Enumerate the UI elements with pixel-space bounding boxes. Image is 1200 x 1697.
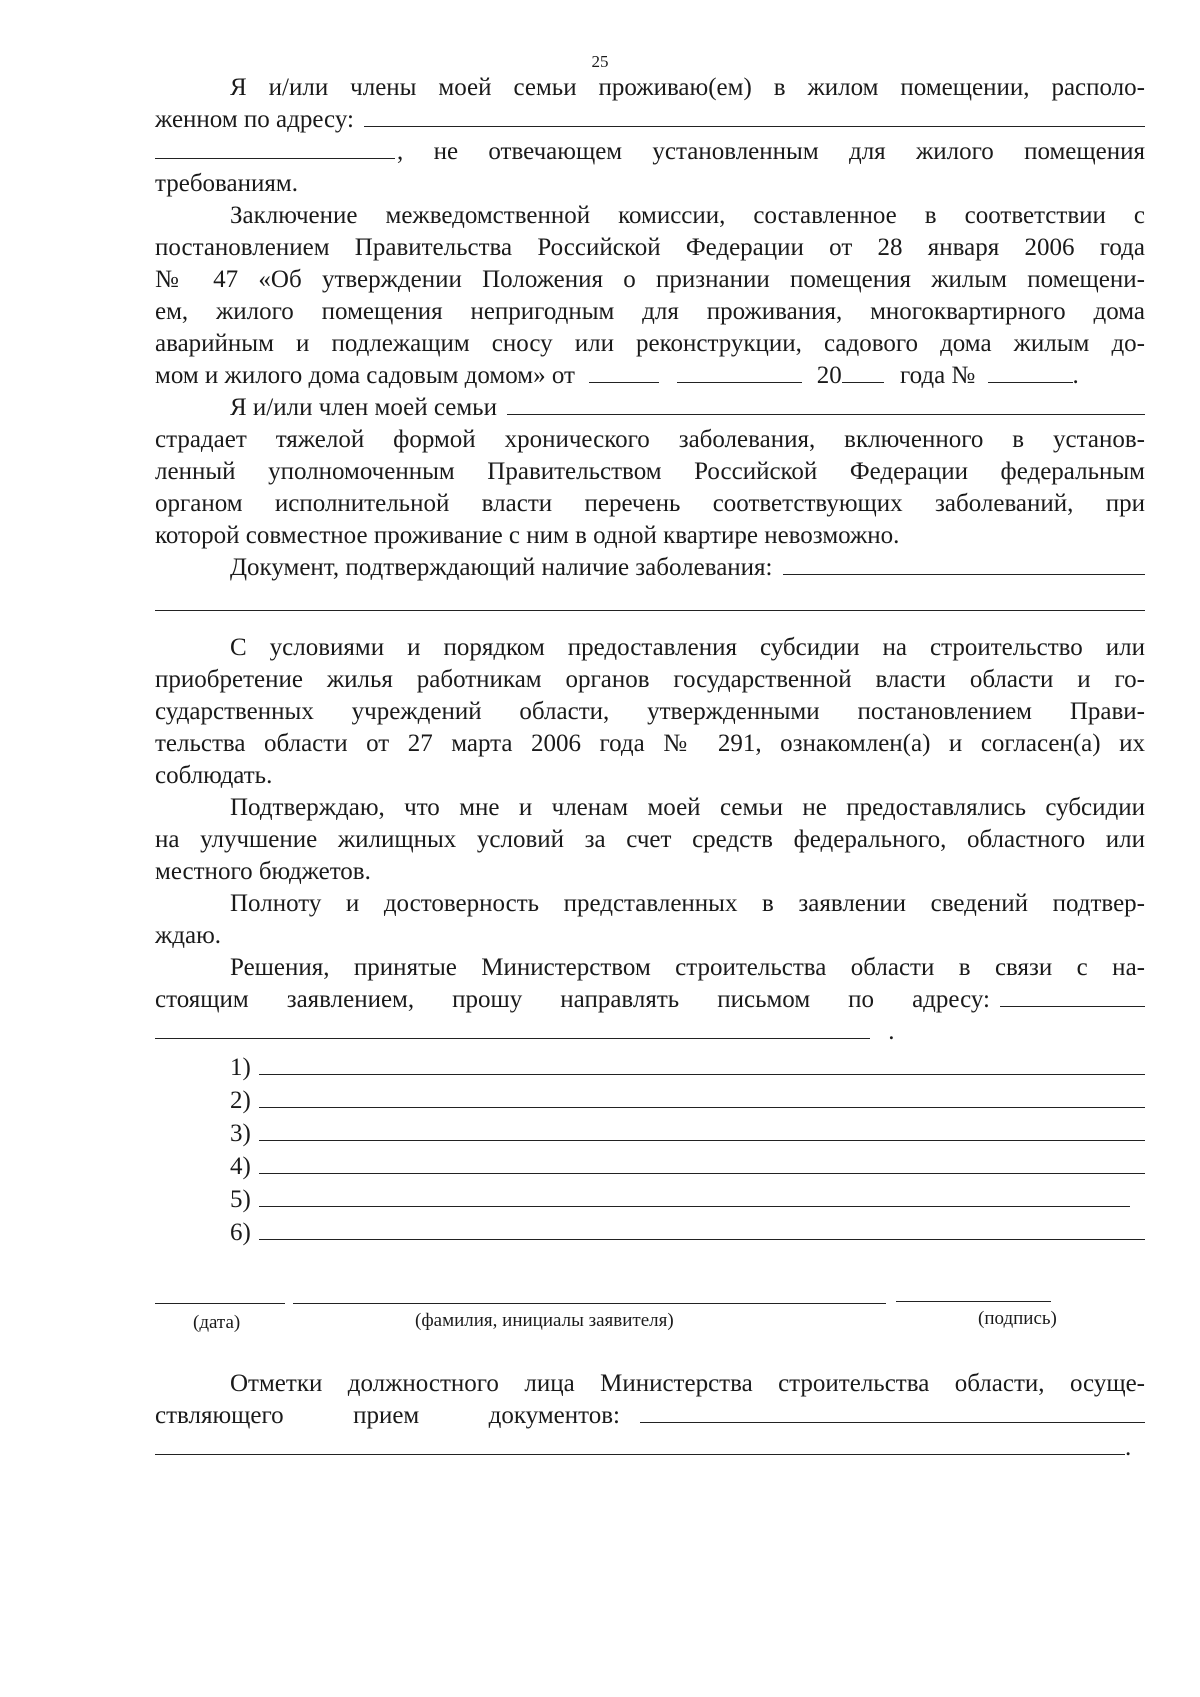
p5-line-5: соблюдать. xyxy=(155,762,273,789)
p4-line-1 xyxy=(230,552,1145,584)
list-item-field[interactable] xyxy=(259,1052,1145,1075)
p2-line-2: постановлением Правительства Российской Федерации от 28 января 2006 года xyxy=(155,234,1145,261)
p6-line-2: на улучшение жилищных условий за счет средств федерального, областного или xyxy=(155,826,1145,853)
list-item-number: 1) xyxy=(230,1054,251,1081)
reception-label: ствляющего прием документов: xyxy=(155,1402,620,1429)
list-item-field[interactable] xyxy=(259,1217,1145,1240)
p2-line-5: аварийным и подлежащим сносу или реконструкции, садового дома жилым до- xyxy=(155,330,1145,357)
p2-line-3: № 47 «Об утверждении Положения о признании помещения жилым помещени- xyxy=(155,266,1145,293)
p5-line-4: тельства области от 27 марта 2006 года № 291, ознакомлен(а) и согласен(а) их xyxy=(155,730,1145,757)
list-item-number: 6) xyxy=(230,1219,251,1246)
mail-address-field-1[interactable] xyxy=(1000,984,1145,1007)
list-item xyxy=(230,1217,1145,1249)
conclusion-number-label: года № xyxy=(899,362,976,389)
list-item xyxy=(230,1184,1130,1216)
p8-line-3 xyxy=(155,1016,1145,1048)
list-item-number: 3) xyxy=(230,1120,251,1147)
p8-line-1: Решения, принятые Министерством строительства области в связи с на- xyxy=(230,954,1145,981)
p1-line-4: требованиям. xyxy=(155,170,298,197)
p2-line-6 xyxy=(155,360,1145,392)
p9-line-3 xyxy=(155,1432,1145,1464)
list-item-number: 5) xyxy=(230,1186,251,1213)
list-item-field[interactable] xyxy=(259,1085,1145,1108)
p2-line-4: ем, жилого помещения непригодным для проживания, многоквартирного дома xyxy=(155,298,1145,325)
period: . xyxy=(1072,362,1079,389)
p9-line-1: Отметки должностного лица Министерства строительства области, осуще- xyxy=(230,1370,1145,1397)
reception-field-2[interactable] xyxy=(155,1432,1125,1455)
p1-line-3-text: , не отвечающем установленным для жилого помещения xyxy=(397,138,1145,165)
p3-line-1 xyxy=(230,392,1145,424)
p3-line-2: страдает тяжелой формой хронического заболевания, включенного в установ- xyxy=(155,426,1145,453)
disease-document-field-1[interactable] xyxy=(783,552,1146,575)
name-caption: (фамилия, инициалы заявителя) xyxy=(415,1310,674,1331)
p5-line-1: С условиями и порядком предоставления субсидии на строительство или xyxy=(230,634,1145,661)
date-signature-line[interactable] xyxy=(155,1303,285,1304)
sign-caption: (подпись) xyxy=(978,1308,1057,1329)
list-item-number: 4) xyxy=(230,1153,251,1180)
list-item xyxy=(230,1118,1145,1150)
p9-line-2 xyxy=(155,1400,1145,1432)
conclusion-day-field[interactable] xyxy=(589,360,659,383)
conclusion-date-label: мом и жилого дома садовым домом» от xyxy=(155,362,575,389)
list-item-number: 2) xyxy=(230,1087,251,1114)
family-member-field[interactable] xyxy=(507,392,1145,415)
conclusion-year-prefix: 20 xyxy=(816,362,842,389)
p1-line-2 xyxy=(155,104,1145,136)
conclusion-number-field[interactable] xyxy=(988,360,1073,383)
reception-field-1[interactable] xyxy=(640,1400,1145,1423)
list-item xyxy=(230,1151,1145,1183)
family-member-label: Я и/или член моей семьи xyxy=(230,394,497,421)
p1-line-3 xyxy=(155,136,1145,168)
page-number: 25 xyxy=(591,52,609,71)
disease-document-field-2[interactable] xyxy=(155,610,1145,611)
p8-line-2 xyxy=(155,984,1145,1016)
list-item-field[interactable] xyxy=(259,1151,1145,1174)
p6-line-3: местного бюджетов. xyxy=(155,858,371,885)
p5-line-3: сударственных учреждений области, утвержденными постановлением Прави- xyxy=(155,698,1145,725)
p2-line-1: Заключение межведомственной комиссии, составленное в соответствии с xyxy=(230,202,1145,229)
p7-line-1: Полноту и достоверность представленных в заявлении сведений подтвер- xyxy=(230,890,1145,917)
conclusion-year-field[interactable] xyxy=(842,360,884,383)
mail-address-field-2[interactable] xyxy=(155,1016,870,1039)
mail-address-end: . xyxy=(888,1018,895,1045)
address-field-line-2[interactable] xyxy=(155,136,395,159)
mail-address-label: стоящим заявлением, прошу направлять письмом по адресу: xyxy=(155,986,990,1013)
date-caption: (дата) xyxy=(193,1312,241,1333)
p3-line-4: органом исполнительной власти перечень соответствующих заболеваний, при xyxy=(155,490,1145,517)
address-label: женном по адресу: xyxy=(155,106,354,133)
address-field-line-1[interactable] xyxy=(364,104,1145,127)
list-item-field[interactable] xyxy=(259,1118,1145,1141)
p5-line-2: приобретение жилья работникам органов государственной власти области и го- xyxy=(155,666,1145,693)
name-signature-line[interactable] xyxy=(293,1303,886,1304)
list-item xyxy=(230,1085,1145,1117)
reception-end: . xyxy=(1125,1434,1132,1461)
disease-document-label: Документ, подтверждающий наличие заболевания: xyxy=(230,554,773,581)
sign-signature-line[interactable] xyxy=(896,1301,1051,1302)
conclusion-month-field[interactable] xyxy=(677,360,802,383)
list-item-field[interactable] xyxy=(259,1184,1130,1207)
p6-line-1: Подтверждаю, что мне и членам моей семьи не предоставлялись субсидии xyxy=(230,794,1145,821)
list-item xyxy=(230,1052,1145,1084)
p7-line-2: ждаю. xyxy=(155,922,222,949)
p1-line-1: Я и/или члены моей семьи проживаю(ем) в жилом помещении, располо- xyxy=(230,74,1145,101)
p3-line-5: которой совместное проживание с ним в одной квартире невозможно. xyxy=(155,522,900,549)
p3-line-3: ленный уполномоченным Правительством Российской Федерации федеральным xyxy=(155,458,1145,485)
